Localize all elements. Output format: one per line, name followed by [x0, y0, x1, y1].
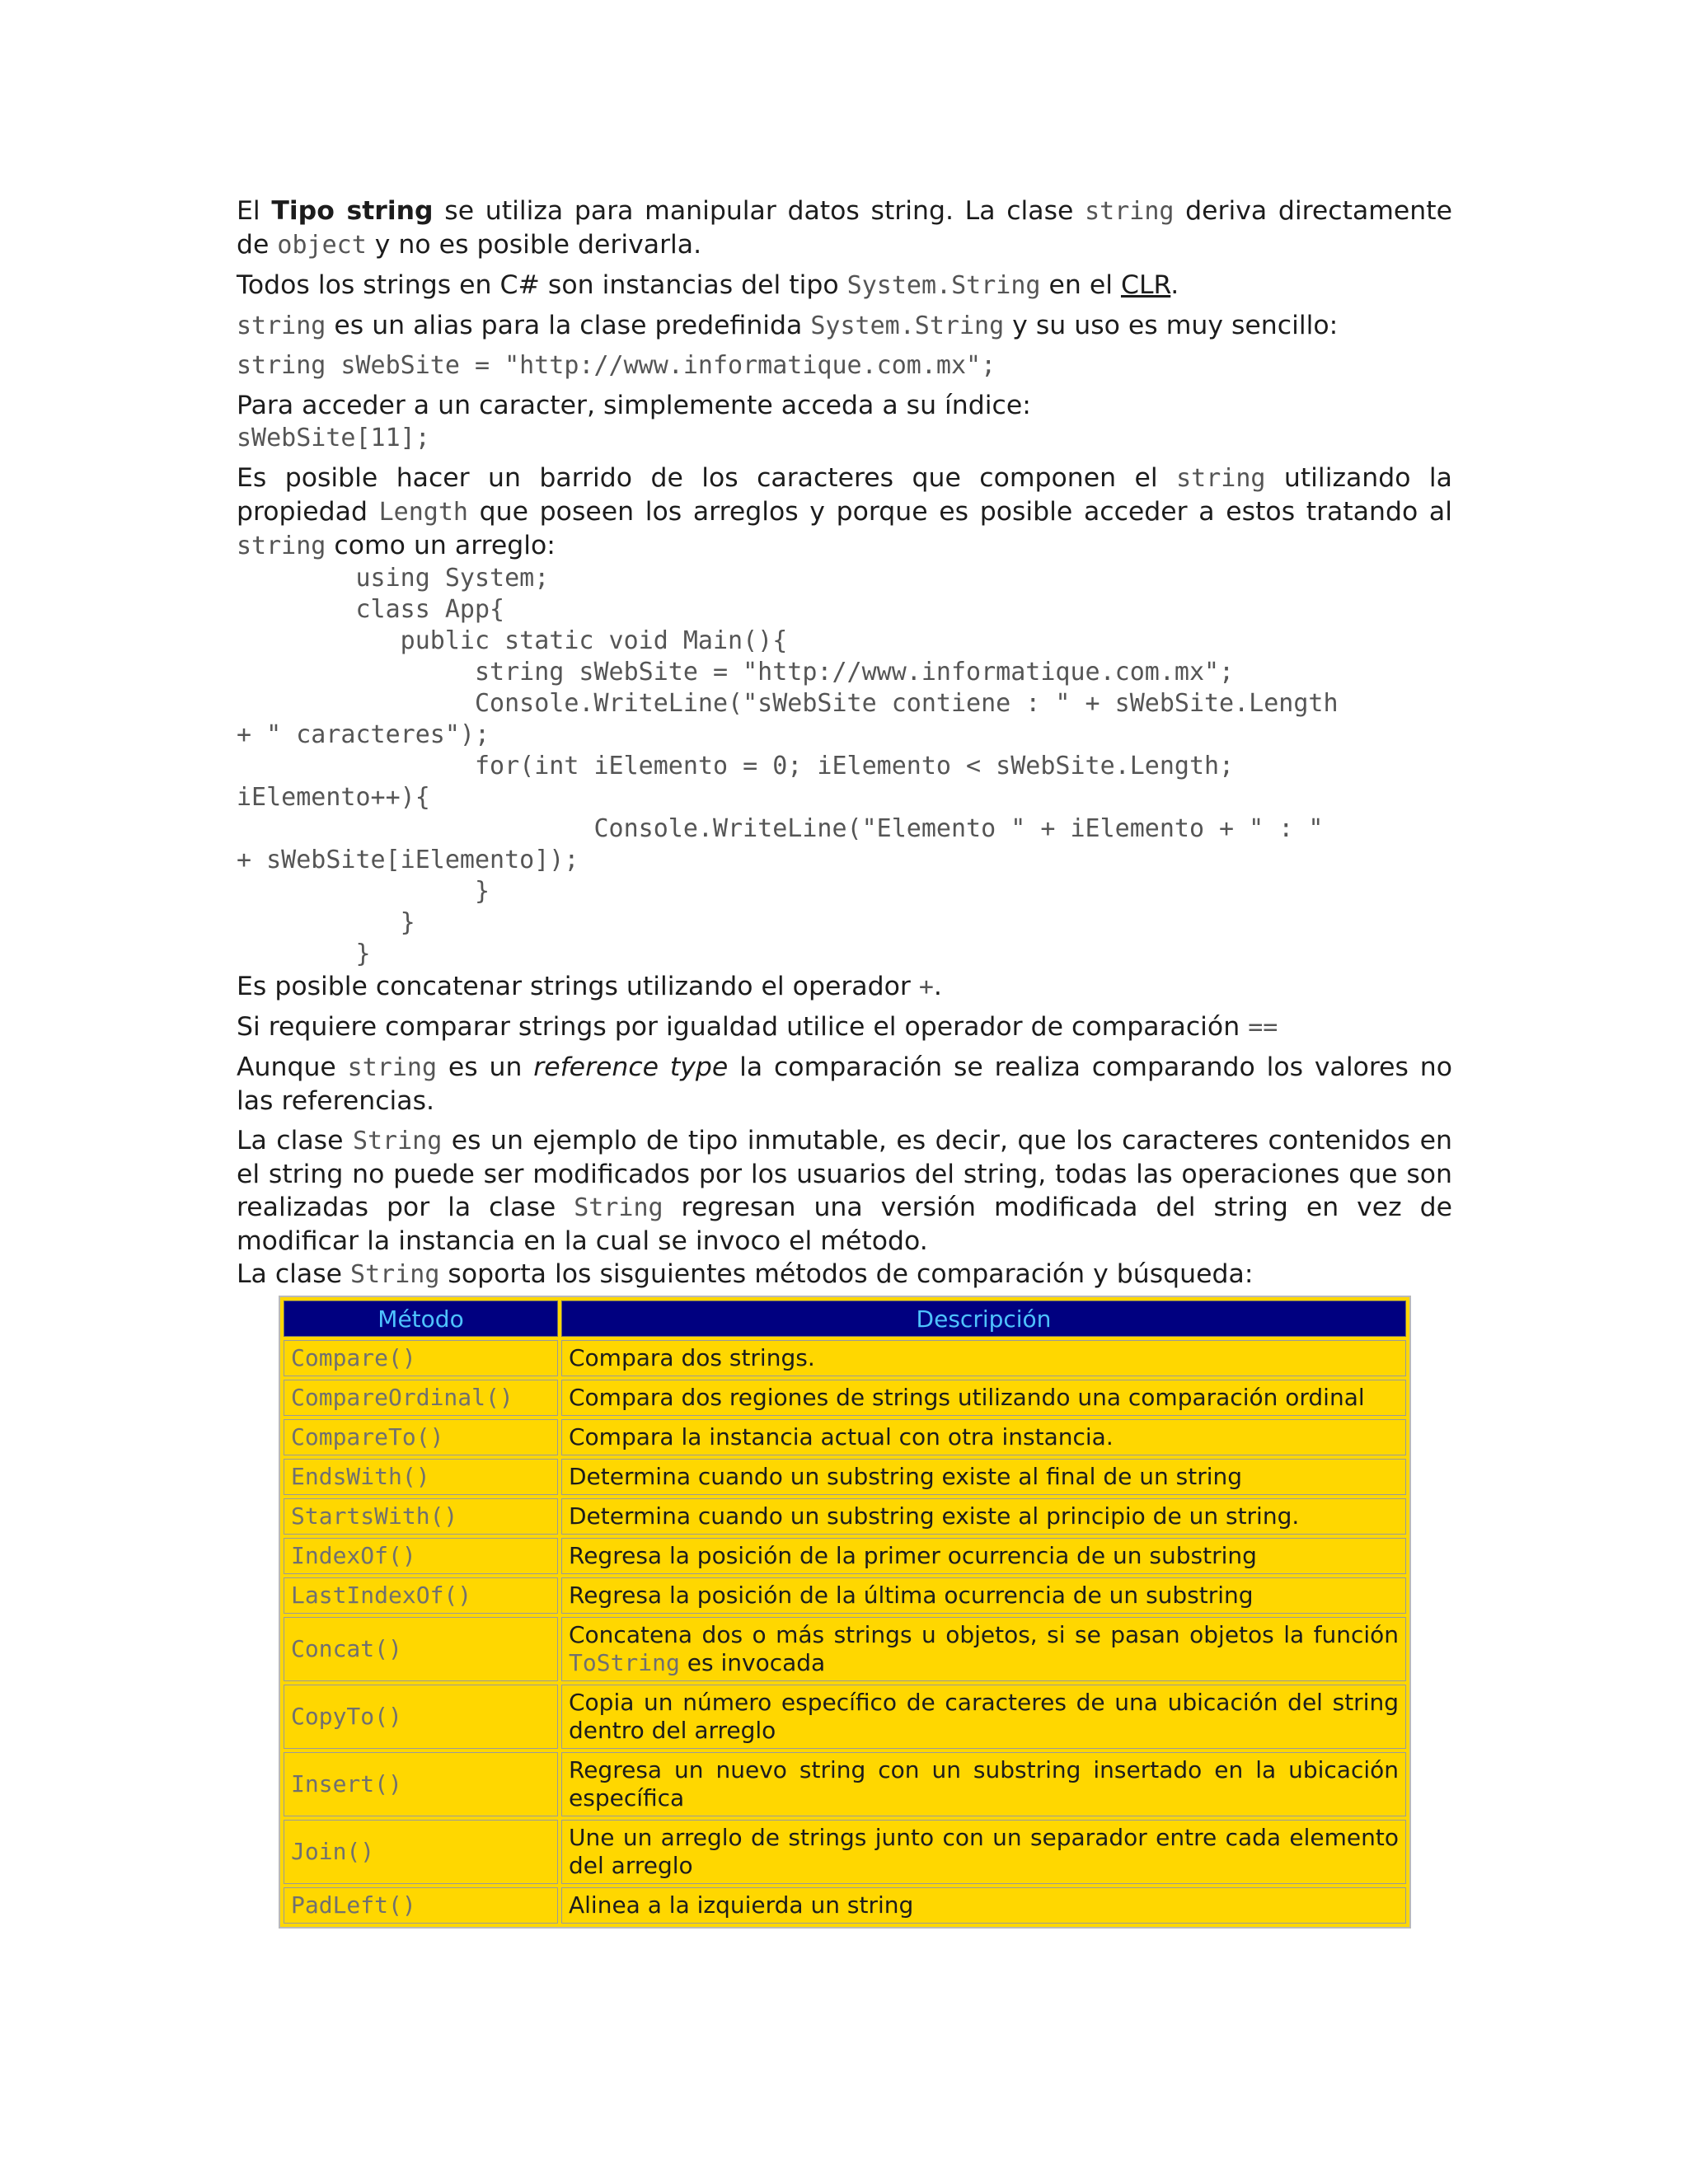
table-row — [284, 1577, 1406, 1614]
table-header-row — [284, 1301, 1406, 1337]
italic-term: reference type — [533, 1052, 729, 1082]
text: Es posible hacer un barrido de los caracteres que componen el — [237, 463, 1177, 493]
length-paragraph — [237, 462, 1452, 563]
inline-code: string — [1085, 197, 1175, 226]
method-description: Regresa un nuevo string con un substring insertado en la ubicación específica — [561, 1752, 1406, 1816]
clr-link[interactable]: CLR — [1120, 270, 1171, 300]
text: regresan una versión modificada del string en vez de modificar la instancia en la cual se invoco el método. — [237, 1193, 1452, 1256]
text: y su uso es muy sencillo: — [1004, 311, 1339, 340]
index-paragraph: Para acceder a un caracter, simplemente acceda a su índice: — [237, 391, 1031, 420]
method-description: Compara dos strings. — [561, 1340, 1406, 1376]
inline-code: + — [918, 972, 934, 1001]
table-row — [284, 1340, 1406, 1376]
inline-code: System.String — [846, 271, 1041, 300]
method-name: Join() — [284, 1820, 558, 1884]
text: . — [933, 972, 942, 1001]
inline-code: System.String — [810, 312, 1005, 340]
table-row — [284, 1752, 1406, 1816]
concat-paragraph — [237, 970, 1452, 1004]
method-name: CopyTo() — [284, 1685, 558, 1749]
inline-code: object — [277, 231, 367, 260]
table-row — [284, 1380, 1406, 1416]
method-description: Regresa la posición de la última ocurrencia de un substring — [561, 1577, 1406, 1614]
clr-paragraph — [237, 269, 1452, 302]
text: Si requiere comparar strings por igualdad utilice el operador de comparación — [237, 1012, 1249, 1042]
text: La clase — [237, 1259, 351, 1289]
text: Concatena dos o más strings u objetos, si se pasan objetos la función — [569, 1621, 1399, 1648]
code-block: using System; class App{ public static void Main(){ string sWebSite = "http://www.informatique.com.mx"; Console.WriteLine("sWebSite contiene : " + sWebSite.Length + " caracteres"); for(int iElemento = 0; iElemento < sWebSite.Length; iElemento++){ Console.WriteLine("Elemento " + iElemento + " : " + sWebSite[iElemento]); } } } — [237, 564, 1339, 968]
method-name: EndsWith() — [284, 1459, 558, 1495]
method-name: Compare() — [284, 1340, 558, 1376]
method-name: PadLeft() — [284, 1887, 558, 1924]
method-description: Copia un número específico de caracteres de una ubicación del string dentro del arreglo — [561, 1685, 1406, 1749]
method-description: Une un arreglo de strings junto con un separador entre cada elemento del arreglo — [561, 1820, 1406, 1884]
method-name: StartsWith() — [284, 1498, 558, 1535]
table-row — [284, 1820, 1406, 1884]
text: en el — [1040, 270, 1121, 300]
table-row — [284, 1498, 1406, 1535]
text: Todos los strings en C# son instancias del tipo — [237, 270, 847, 300]
method-description: Determina cuando un substring existe al final de un string — [561, 1459, 1406, 1495]
text: es un alias para la clase predefinida — [326, 311, 811, 340]
method-name: IndexOf() — [284, 1538, 558, 1574]
text: La clase — [237, 1126, 353, 1155]
method-description — [561, 1617, 1406, 1681]
method-name: Insert() — [284, 1752, 558, 1816]
document-body — [237, 194, 1452, 1291]
inline-code: String — [350, 1260, 440, 1289]
text: soporta los sisguientes métodos de comparación y búsqueda: — [439, 1259, 1254, 1289]
header-method: Método — [284, 1301, 558, 1337]
text: se utiliza para manipular datos string. La clase — [433, 196, 1085, 226]
alias-paragraph — [237, 309, 1452, 343]
text: es un — [437, 1052, 534, 1082]
method-description: Alinea a la izquierda un string — [561, 1887, 1406, 1924]
inline-code: Length — [378, 498, 468, 527]
table-row — [284, 1685, 1406, 1749]
text: Aunque — [237, 1052, 348, 1082]
table-row — [284, 1887, 1406, 1924]
inline-code: == — [1248, 1013, 1278, 1042]
text: la comparación se realiza comparando los valores no las referencias. — [237, 1052, 1452, 1116]
text: deriva directamente de — [237, 196, 1453, 260]
inline-code: ToString — [569, 1649, 680, 1676]
inline-code: string — [237, 312, 326, 340]
text: es un ejemplo de tipo inmutable, es decir, que los caracteres contenidos en el string no puede ser modificados por los usuarios del string, todas las operaciones que son realizadas por la clase — [237, 1126, 1453, 1222]
method-name: LastIndexOf() — [284, 1577, 558, 1614]
method-name: Concat() — [284, 1617, 558, 1681]
inline-code: string — [237, 532, 326, 560]
method-description: Regresa la posición de la primer ocurrencia de un substring — [561, 1538, 1406, 1574]
method-name: CompareOrdinal() — [284, 1380, 558, 1416]
methods-table — [279, 1296, 1411, 1929]
text: El — [237, 196, 272, 226]
method-description: Compara dos regiones de strings utilizando una comparación ordinal — [561, 1380, 1406, 1416]
header-description: Descripción — [561, 1301, 1406, 1337]
table-row — [284, 1459, 1406, 1495]
text: que poseen los arreglos y porque es posible acceder a estos tratando al — [468, 497, 1452, 527]
table-body — [284, 1340, 1406, 1924]
inline-code: String — [352, 1127, 443, 1155]
method-description: Determina cuando un substring existe al principio de un string. — [561, 1498, 1406, 1535]
text: Es posible concatenar strings utilizando el operador — [237, 972, 919, 1001]
bold-term: Tipo string — [271, 196, 434, 226]
text: utilizando la propiedad — [237, 463, 1452, 527]
equality-paragraph — [237, 1010, 1452, 1044]
text: como un arreglo: — [326, 531, 556, 560]
code-line-declaration: string sWebSite = "http://www.informatique.com.mx"; — [237, 351, 996, 380]
inline-code: String — [574, 1193, 663, 1222]
method-name: CompareTo() — [284, 1419, 558, 1455]
text: es invocada — [679, 1649, 826, 1676]
table-row — [284, 1419, 1406, 1455]
reference-type-paragraph — [237, 1051, 1452, 1118]
methods-intro-paragraph — [237, 1258, 1452, 1291]
method-description: Compara la instancia actual con otra instancia. — [561, 1419, 1406, 1455]
table-row — [284, 1617, 1406, 1681]
text: y no es posible derivarla. — [366, 230, 702, 260]
intro-paragraph — [237, 194, 1452, 262]
inline-code: string — [1176, 464, 1266, 493]
code-line-index: sWebSite[11]; — [237, 424, 430, 452]
text: . — [1170, 270, 1179, 300]
immutable-paragraph — [237, 1124, 1452, 1258]
table-row — [284, 1538, 1406, 1574]
inline-code: string — [347, 1053, 438, 1082]
